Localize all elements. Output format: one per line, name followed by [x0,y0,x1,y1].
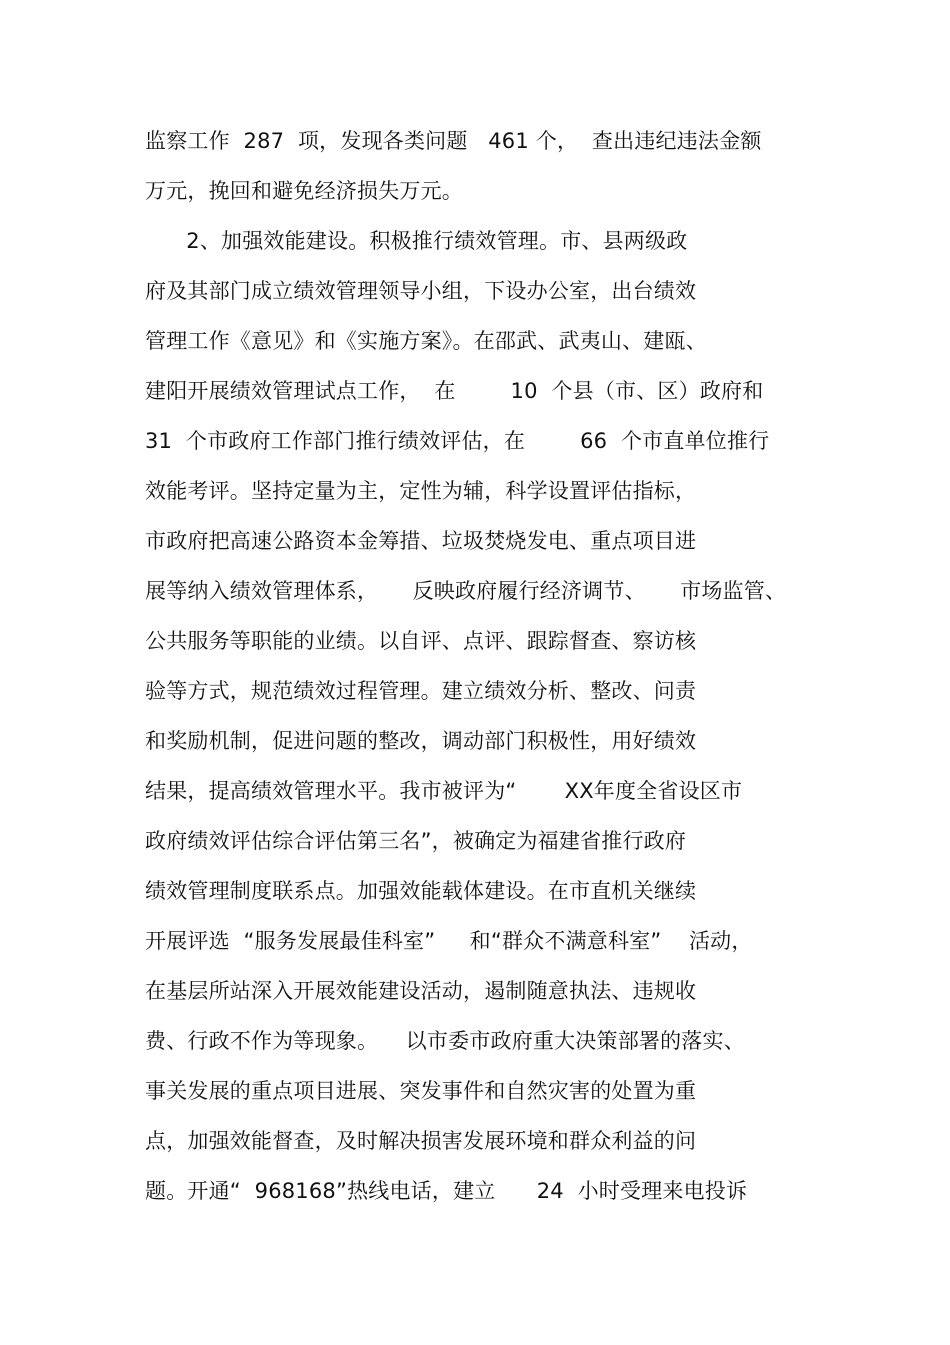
text-line: 府及其部门成立绩效管理领导小组，下设办公室，出台绩效 [145,279,697,303]
text-line: 管理工作《意见》和《实施方案》。在邵武、武夷山、建瓯、 [145,329,707,353]
text-line: 展等纳入绩效管理体系， 反映政府履行经济调节、 市场监管、 [145,579,787,603]
text-line: 开展评选 “服务发展最佳科室” 和“群众不满意科室” 活动， [145,929,753,953]
text-line: 万元，挽回和避免经济损失万元。 [145,179,463,203]
text-line: 2、加强效能建设。积极推行绩效管理。市、县两级政 [145,229,688,253]
text-line: 在基层所站深入开展效能建设活动，遏制随意执法、违规收 [145,979,697,1003]
text-line: 公共服务等职能的业绩。以自评、点评、跟踪督查、察访核 [145,629,697,653]
text-line: 监察工作 287 项，发现各类问题 461 个， 查出违纪违法金额 [145,129,762,153]
text-line: 题。开通“ 968168”热线电话，建立 24 小时受理来电投诉 [145,1179,748,1203]
text-line: 和奖励机制，促进问题的整改，调动部门积极性，用好绩效 [145,729,697,753]
text-line: 政府绩效评估综合评估第三名”，被确定为福建省推行政府 [145,829,687,853]
text-line: 建阳开展绩效管理试点工作， 在 10 个县（市、区）政府和 [145,379,764,403]
text-line: 事关发展的重点项目进展、突发事件和自然灾害的处置为重 [145,1079,697,1103]
text-line: 31 个市政府工作部门推行绩效评估，在 66 个市直单位推行 [145,429,770,453]
text-line: 点，加强效能督查，及时解决损害发展环境和群众利益的问 [145,1129,697,1153]
text-line: 绩效管理制度联系点。加强效能载体建设。在市直机关继续 [145,879,697,903]
text-line: 市政府把高速公路资本金筹措、垃圾焚烧发电、重点项目进 [145,529,697,553]
body-text [145,121,825,1221]
text-line: 费、行政不作为等现象。 以市委市政府重大决策部署的落实、 [145,1029,745,1053]
text-line: 结果，提高绩效管理水平。我市被评为“ XX年度全省设区市 [145,779,743,803]
text-line: 效能考评。坚持定量为主，定性为辅，科学设置评估指标， [145,479,697,503]
text-line: 验等方式，规范绩效过程管理。建立绩效分析、整改、问责 [145,679,697,703]
